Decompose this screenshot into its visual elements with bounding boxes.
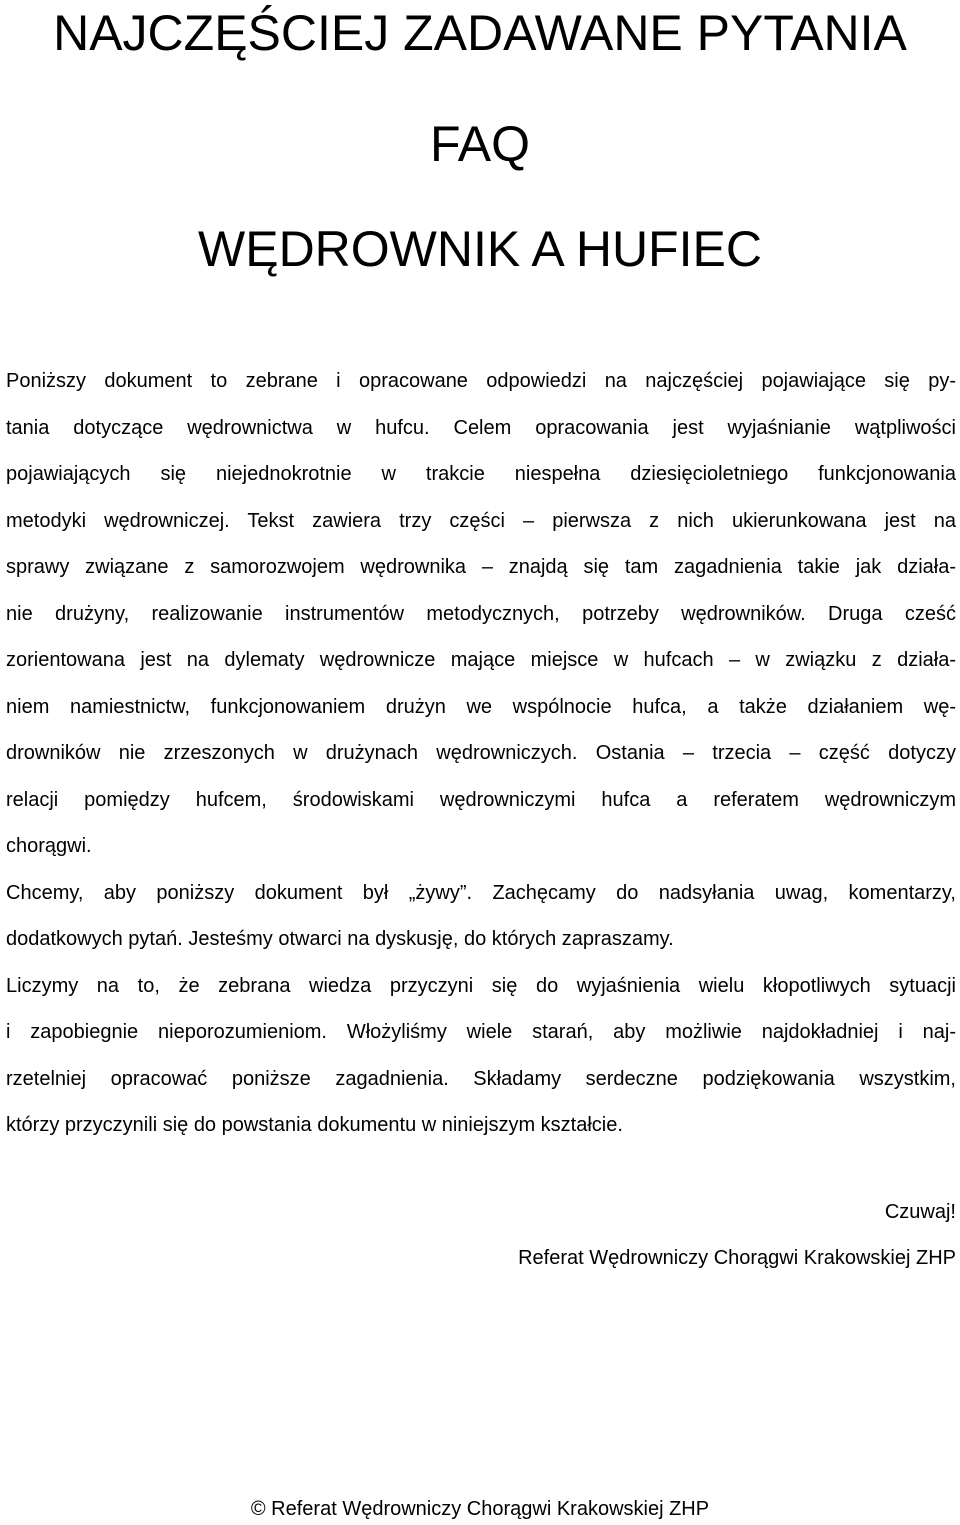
footer-copyright: © Referat Wędrowniczy Chorągwi Krakowskiej ZHP <box>250 1498 710 1520</box>
document-subtitle: WĘDROWNIK A HUFIEC <box>198 221 762 277</box>
intro-line: którzy przyczynili się do powstania dokumentu w niniejszym kształcie. <box>6 1114 623 1136</box>
intro-line: metodyki wędrowniczej. Tekst zawiera trzy części – pierwsza z nich ukierunkowana jest na <box>6 509 956 532</box>
document-title: NAJCZĘŚCIEJ ZADAWANE PYTANIA <box>53 5 907 61</box>
intro-line: drowników nie zrzeszonych w drużynach wędrowniczych. Ostania – trzecia – część dotyczy <box>6 742 956 764</box>
intro-line: tania dotyczące wędrownictwa w hufcu. Celem opracowania jest wyjaśnianie wątpliwości <box>6 416 956 439</box>
signature: Referat Wędrowniczy Chorągwi Krakowskiej ZHP <box>518 1247 956 1269</box>
intro-line: Poniższy dokument to zebrane i opracowane odpowiedzi na najczęściej pojawiające się py- <box>6 370 956 392</box>
intro-line: chorągwi. <box>6 835 92 857</box>
intro-line: Liczymy na to, że zebrana wiedza przyczyni się do wyjaśnienia wielu kłopotliwych sytuacji <box>6 974 956 997</box>
intro-line: pojawiających się niejednokrotnie w trakcie niespełna dziesięcioletniego funkcjonowania <box>6 463 956 485</box>
intro-line: zorientowana jest na dylematy wędrownicze mające miejsce w hufcach – w związku z działa- <box>6 649 956 671</box>
intro-line: rzetelniej opracować poniższe zagadnienia. Składamy serdeczne podziękowania wszystkim, <box>6 1067 956 1090</box>
intro-line: niem namiestnictw, funkcjonowaniem drużyn we wspólnocie hufca, a także działaniem wę- <box>6 695 956 718</box>
closing-greeting: Czuwaj! <box>884 1201 956 1223</box>
faq-heading: FAQ <box>429 116 531 172</box>
intro-text <box>6 358 956 1149</box>
intro-line: relacji pomiędzy hufcem, środowiskami wędrowniczymi hufca a referatem wędrowniczym <box>6 788 956 811</box>
intro-line: sprawy związane z samorozwojem wędrownika – znajdą się tam zagadnienia takie jak działa- <box>6 556 956 578</box>
intro-line: nie drużyny, realizowanie instrumentów metodycznych, potrzeby wędrowników. Druga cześć <box>6 602 956 625</box>
intro-line: dodatkowych pytań. Jesteśmy otwarci na dyskusję, do których zapraszamy. <box>6 928 674 950</box>
intro-line: i zapobiegnie nieporozumieniom. Włożyliśmy wiele starań, aby możliwie najdokładniej i naj- <box>6 1021 956 1043</box>
intro-line: Chcemy, aby poniższy dokument był „żywy”. Zachęcamy do nadsyłania uwag, komentarzy, <box>6 881 956 904</box>
